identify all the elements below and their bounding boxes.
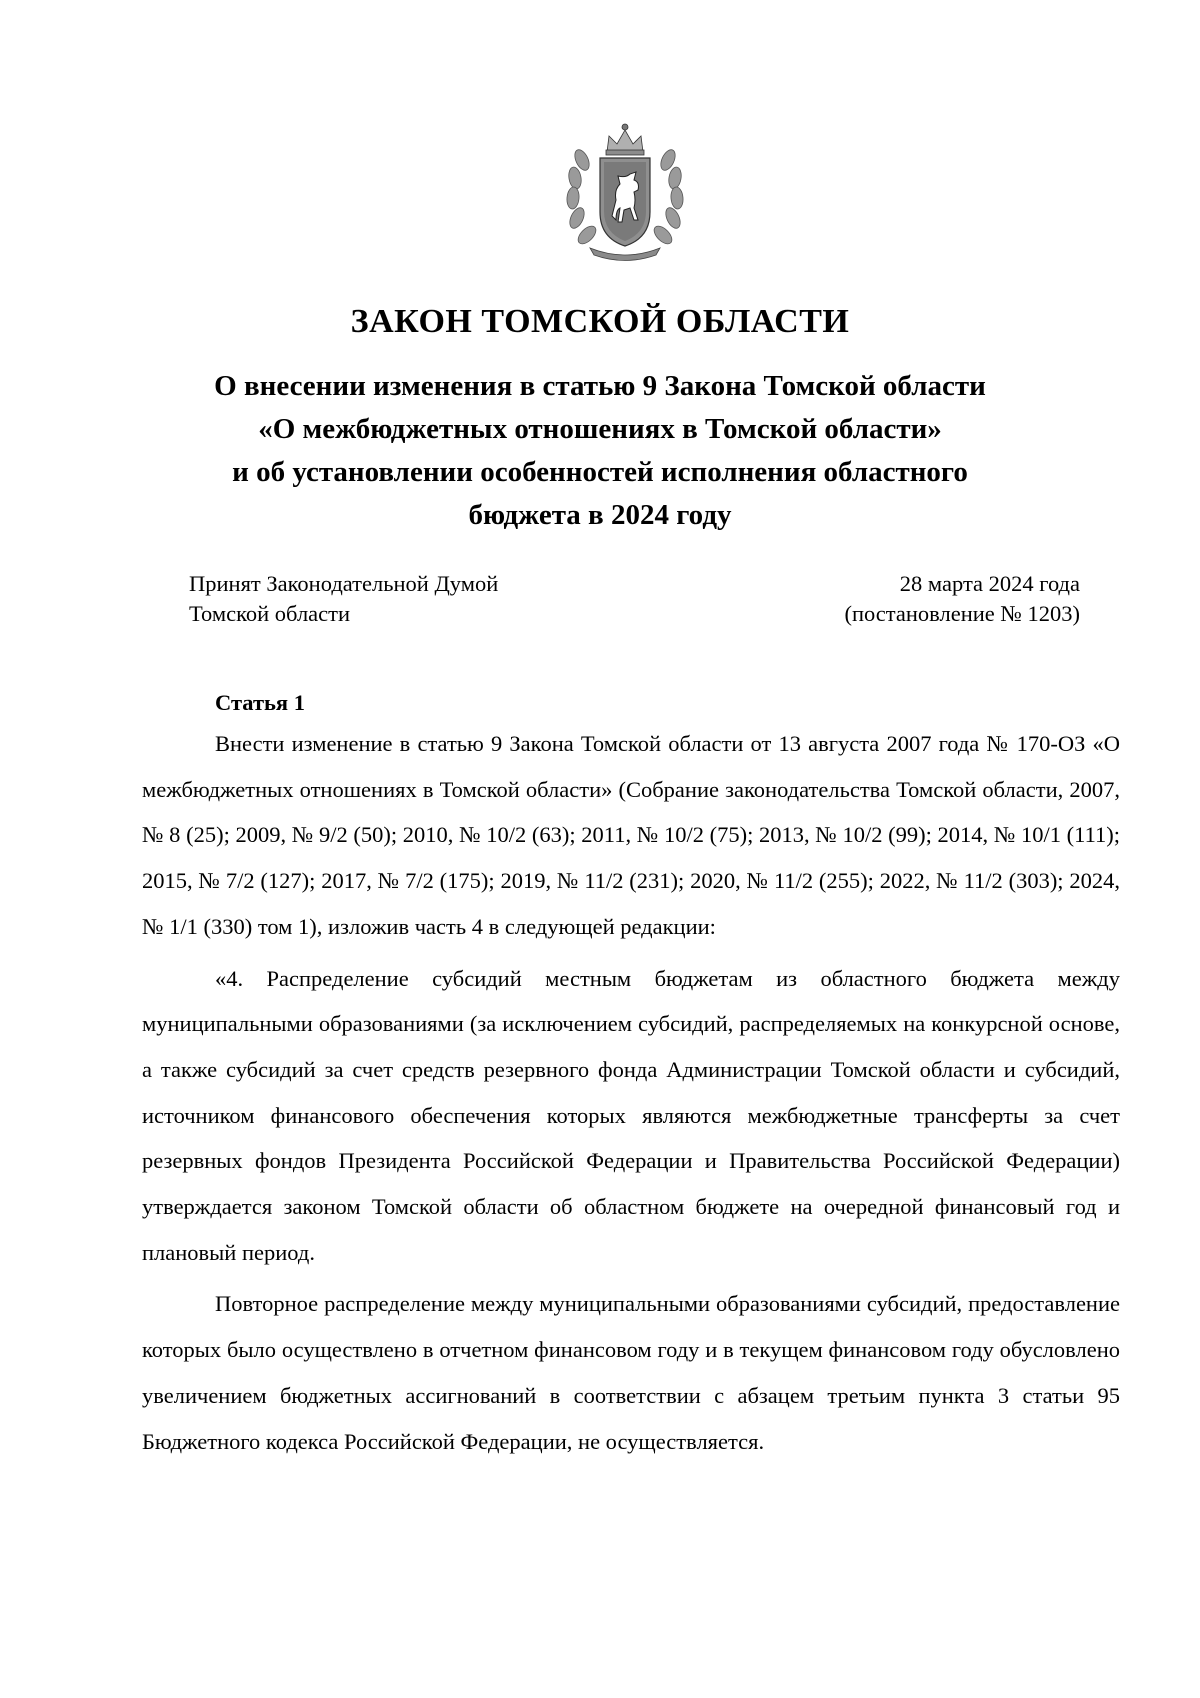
adopted-by-line: Принят Законодательной Думой	[189, 571, 499, 596]
adopted-date	[844, 569, 1080, 629]
subtitle-line: и об установлении особенностей исполнения областного	[232, 456, 968, 488]
subtitle-line: О внесении изменения в статью 9 Закона Томской области	[214, 370, 986, 402]
paragraph: Повторное распределение между муниципальными образованиями субсидий, предоставление которых было осуществлено в отчетном финансовом году и в текущем финансовом году обусловлено увеличением бюджетных ассигнований в соответствии с абзацем третьим пункта 3 статьи 95 Бюджетного кодекса Российской Федерации, не осуществляется.	[142, 1291, 1120, 1454]
subtitle-line: «О межбюджетных отношениях в Томской области»	[258, 413, 942, 445]
adopted-date-line: 28 марта 2024 года	[899, 571, 1080, 596]
adopted-by-line: Томской области	[189, 601, 351, 626]
coat-of-arms-icon	[560, 120, 690, 262]
adopted-by	[189, 569, 498, 629]
article-heading: Статья 1	[215, 690, 305, 715]
article-body	[142, 721, 1120, 1464]
paragraph: Внести изменение в статью 9 Закона Томской области от 13 августа 2007 года № 170-ОЗ «О межбюджетных отношениях в Томской области» (Собрание законодательства Томской области, 2007, № 8 (25); 2009, № 9/2 (50); 2010, № 10/2 (63); 2011, № 10/2 (75); 2013, № 10/2 (99); 2014, № 10/1 (111); 2015, № 7/2 (127); 2017, № 7/2 (175); 2019, № 11/2 (231); 2020, № 11/2 (255); 2022, № 11/2 (303); 2024, № 1/1 (330) том 1), изложив часть 4 в следующей редакции:	[142, 731, 1120, 939]
paragraph: «4. Распределение субсидий местным бюджетам из областного бюджета между муниципальными образованиями (за исключением субсидий, распределяемых на конкурсной основе, а также субсидий за счет средств резервного фонда Администрации Томской области и субсидий, источником финансового обеспечения которых являются межбюджетные трансферты за счет резервных фондов Президента Российской Федерации и Правительства Российской Федерации) утверждается законом Томской области об областном бюджете на очередной финансовый год и плановый период.	[142, 965, 1120, 1265]
resolution-number: (постановление № 1203)	[844, 601, 1080, 626]
law-subtitle	[0, 365, 1200, 537]
subtitle-line: бюджета в 2024 году	[468, 499, 732, 531]
law-title: ЗАКОН ТОМСКОЙ ОБЛАСТИ	[350, 303, 850, 340]
